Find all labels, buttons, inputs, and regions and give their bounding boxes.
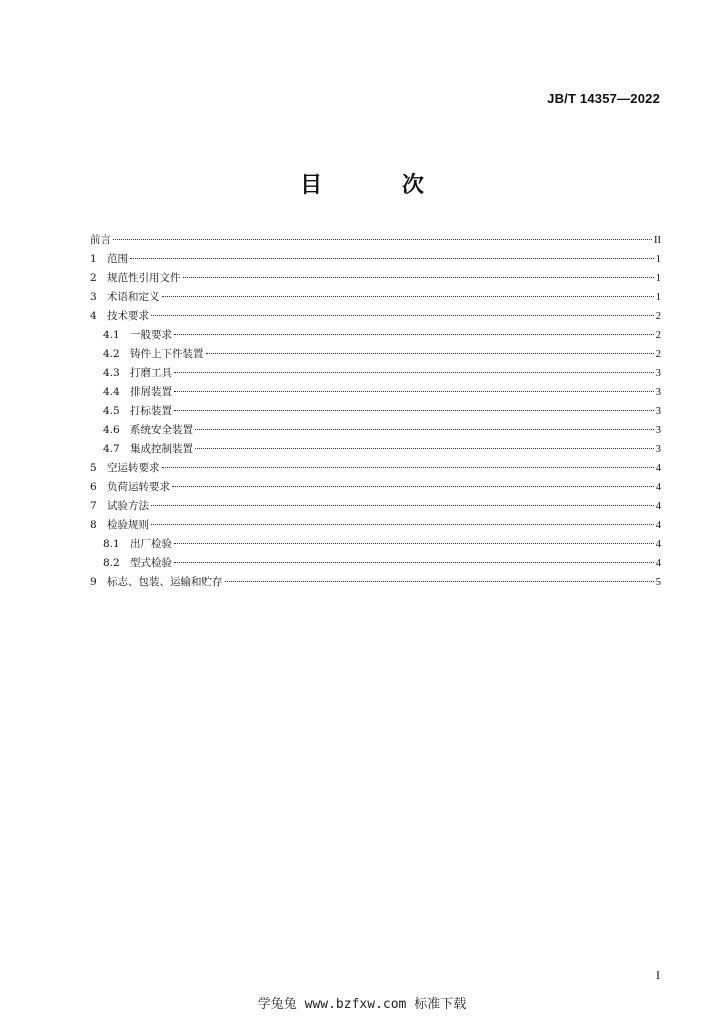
toc-entry-number: 8.2 xyxy=(103,557,120,569)
toc-dot-leader xyxy=(195,429,654,430)
toc-entry-page: 2 xyxy=(655,330,661,341)
toc-entry-label: 排屑装置 xyxy=(130,386,172,398)
toc-entry[interactable] xyxy=(90,269,661,288)
toc-entry-number: 5 xyxy=(90,462,97,474)
toc-dot-leader xyxy=(174,372,654,373)
table-of-contents xyxy=(90,231,661,592)
toc-dot-leader xyxy=(174,334,654,335)
toc-entry[interactable] xyxy=(90,440,661,459)
toc-dot-leader xyxy=(174,543,654,544)
toc-entry-label: 检验规则 xyxy=(107,519,149,531)
toc-entry-label: 术语和定义 xyxy=(107,291,160,303)
toc-entry-label: 铸件上下件装置 xyxy=(130,348,204,360)
toc-entry-page: 4 xyxy=(655,501,661,512)
toc-entry-number: 4.7 xyxy=(103,443,120,455)
toc-entry-number: 6 xyxy=(90,481,97,493)
toc-entry-number: 4.1 xyxy=(103,329,120,341)
toc-entry-page: 3 xyxy=(655,406,661,417)
toc-entry-label: 负荷运转要求 xyxy=(107,481,170,493)
toc-dot-leader xyxy=(162,467,654,468)
toc-entry[interactable] xyxy=(90,383,661,402)
toc-dot-leader xyxy=(151,524,654,525)
toc-entry-label: 规范性引用文件 xyxy=(107,272,181,284)
toc-dot-leader xyxy=(151,505,654,506)
toc-entry-page: 1 xyxy=(655,254,661,265)
toc-entry-page: 2 xyxy=(655,311,661,322)
toc-title: 目 次 xyxy=(300,173,460,198)
toc-entry-page: 4 xyxy=(655,520,661,531)
toc-entry-label: 集成控制装置 xyxy=(130,443,193,455)
page-number: I xyxy=(656,968,660,982)
toc-entry-page: 4 xyxy=(655,463,661,474)
toc-entry[interactable] xyxy=(90,326,661,345)
toc-dot-leader xyxy=(195,448,654,449)
toc-entry[interactable] xyxy=(90,554,661,573)
toc-entry[interactable] xyxy=(90,250,661,269)
toc-entry-label: 标志、包装、运输和贮存 xyxy=(107,576,223,588)
toc-entry-number: 4.3 xyxy=(103,367,120,379)
toc-entry-label: 技术要求 xyxy=(107,310,149,322)
toc-entry-page: 4 xyxy=(655,558,661,569)
toc-entry-number: 8.1 xyxy=(103,538,120,550)
toc-entry-label: 试验方法 xyxy=(107,500,149,512)
toc-entry-label: 出厂检验 xyxy=(130,538,172,550)
toc-dot-leader xyxy=(130,258,654,259)
toc-entry-page: 4 xyxy=(655,482,661,493)
toc-entry[interactable] xyxy=(90,307,661,326)
toc-entry-label: 一般要求 xyxy=(130,329,172,341)
toc-dot-leader xyxy=(172,486,654,487)
toc-entry[interactable] xyxy=(90,535,661,554)
toc-entry-label: 空运转要求 xyxy=(107,462,160,474)
watermark-text: 学兔兔 www.bzfxw.com 标准下载 xyxy=(257,997,467,1012)
toc-entry[interactable] xyxy=(90,516,661,535)
toc-entry-number: 4.5 xyxy=(103,405,120,417)
toc-dot-leader xyxy=(225,581,654,582)
toc-dot-leader xyxy=(113,239,652,240)
toc-entry-number: 4.4 xyxy=(103,386,120,398)
toc-entry-number: 1 xyxy=(90,253,97,265)
toc-entry[interactable] xyxy=(90,421,661,440)
toc-entry-number: 8 xyxy=(90,519,97,531)
toc-dot-leader xyxy=(174,562,654,563)
toc-entry-page: 1 xyxy=(655,292,661,303)
toc-entry[interactable] xyxy=(90,364,661,383)
toc-entry[interactable] xyxy=(90,231,661,250)
toc-entry[interactable] xyxy=(90,402,661,421)
toc-entry-page: 1 xyxy=(655,273,661,284)
toc-entry-label: 前言 xyxy=(90,234,111,246)
toc-entry[interactable] xyxy=(90,288,661,307)
toc-entry[interactable] xyxy=(90,497,661,516)
toc-entry-number: 4.2 xyxy=(103,348,120,360)
toc-entry-page: 2 xyxy=(655,349,661,360)
toc-entry-number: 4.6 xyxy=(103,424,120,436)
toc-entry[interactable] xyxy=(90,459,661,478)
toc-entry-number: 2 xyxy=(90,272,97,284)
toc-entry-label: 打磨工具 xyxy=(130,367,172,379)
toc-dot-leader xyxy=(174,410,654,411)
toc-entry-number: 3 xyxy=(90,291,97,303)
toc-entry-page: 5 xyxy=(655,577,661,588)
toc-entry-page: 3 xyxy=(655,444,661,455)
toc-dot-leader xyxy=(174,391,654,392)
toc-entry-number: 9 xyxy=(90,576,97,588)
toc-dot-leader xyxy=(206,353,654,354)
toc-dot-leader xyxy=(151,315,654,316)
standard-code: JB/T 14357—2022 xyxy=(547,91,660,106)
toc-entry-number: 4 xyxy=(90,310,97,322)
toc-entry[interactable] xyxy=(90,573,661,592)
toc-entry-label: 打标装置 xyxy=(130,405,172,417)
toc-entry-page: 3 xyxy=(655,368,661,379)
toc-entry-label: 系统安全装置 xyxy=(130,424,193,436)
toc-entry[interactable] xyxy=(90,478,661,497)
toc-entry-page: II xyxy=(654,235,661,246)
toc-entry-label: 范围 xyxy=(107,253,128,265)
toc-dot-leader xyxy=(183,277,654,278)
toc-entry-page: 3 xyxy=(655,387,661,398)
toc-entry-number: 7 xyxy=(90,500,97,512)
toc-entry-label: 型式检验 xyxy=(130,557,172,569)
toc-entry[interactable] xyxy=(90,345,661,364)
toc-dot-leader xyxy=(162,296,654,297)
toc-entry-page: 3 xyxy=(655,425,661,436)
toc-entry-page: 4 xyxy=(655,539,661,550)
